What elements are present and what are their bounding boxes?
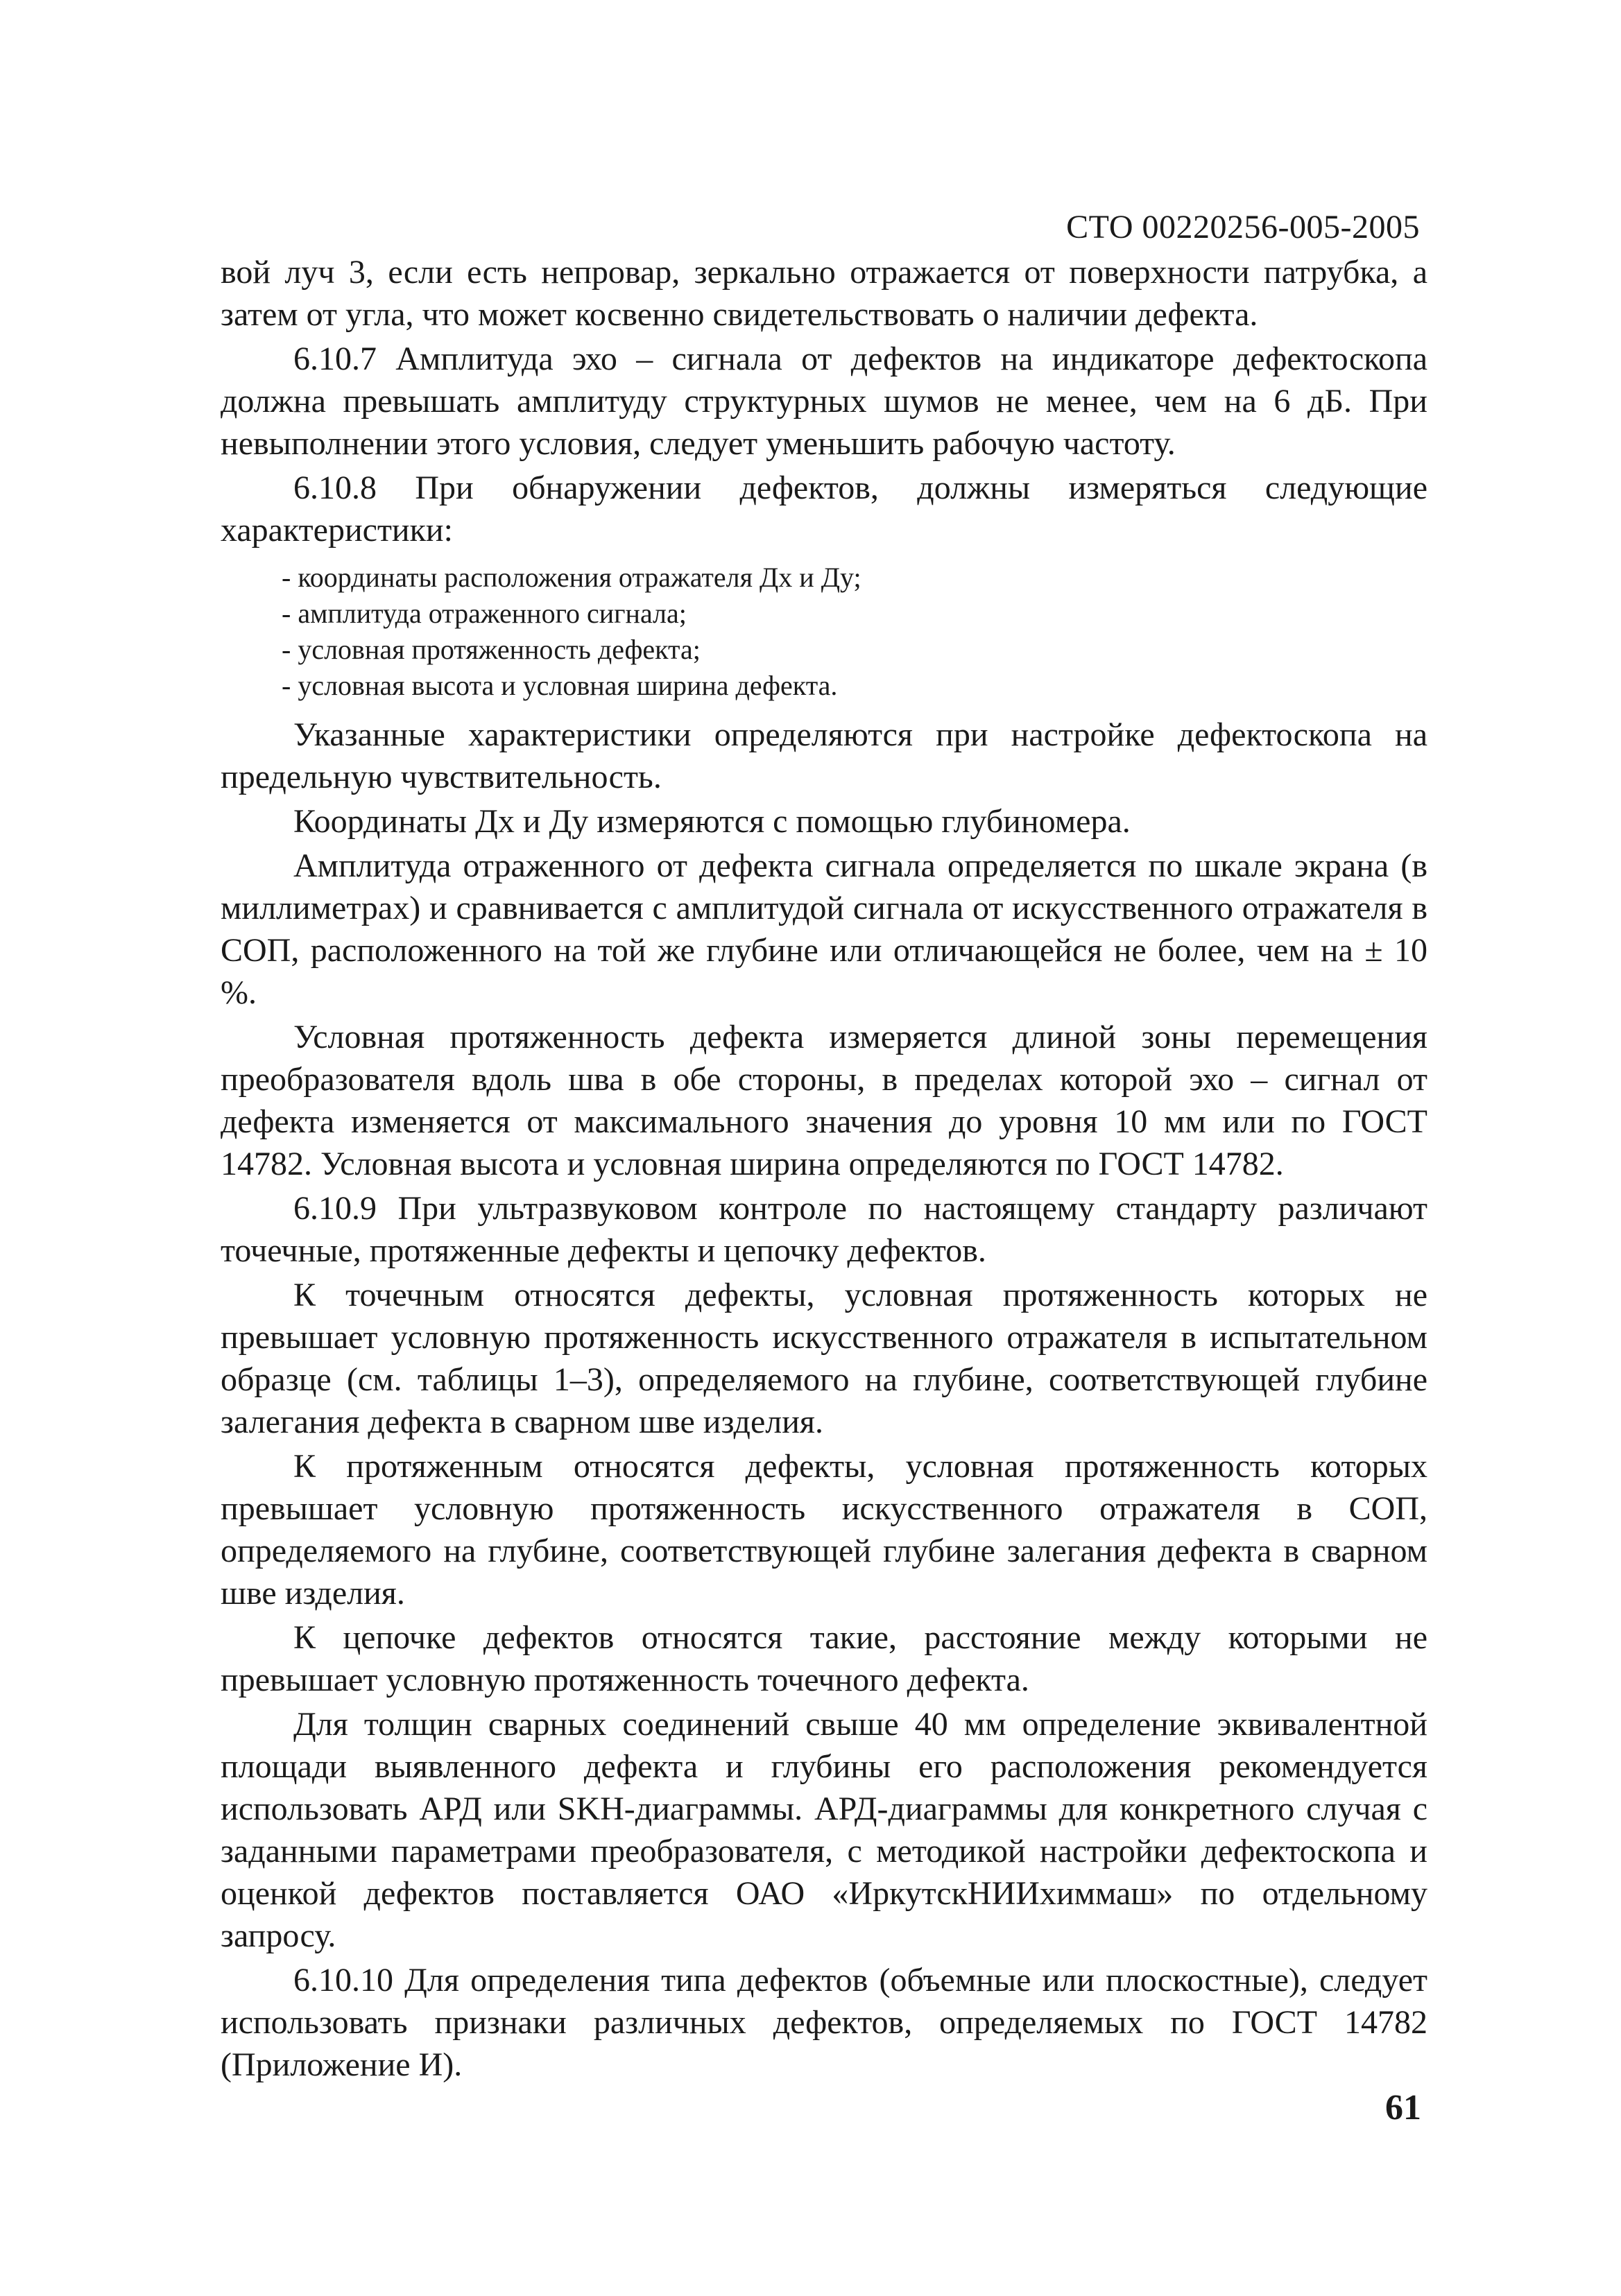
paragraph-6-10-9: 6.10.9 При ультразвуковом контроле по настоящему стандарту различают точечные, протяженные дефекты и цепочку дефектов. bbox=[221, 1190, 1427, 1269]
paragraph-length: Условная протяженность дефекта измеряется длиной зоны перемещения преобразователя вдоль шва в обе стороны, в пределах которой эхо – сигнал от дефекта изменяется от максимального значения до уровня 10 мм или по ГОСТ 14782. Условная высота и условная ширина определяются по ГОСТ 14782. bbox=[221, 1019, 1427, 1182]
body-text bbox=[221, 251, 1427, 2088]
paragraph-amplitude: Амплитуда отраженного от дефекта сигнала определяется по шкале экрана (в миллиметрах) и сравнивается с амплитудой сигнала от искусственного отражателя в СОП, расположенного на той же глубине или отличающейся не более, чем на ± 10 %. bbox=[221, 847, 1427, 1011]
paragraph-extended-defects: К протяженным относятся дефекты, условная протяженность которых превышает условную протяженность искусственного отражателя в СОП, определяемого на глубине, соответствующей глубине залегания дефекта в сварном шве изделия. bbox=[221, 1448, 1427, 1612]
paragraph-6-10-7: 6.10.7 Амплитуда эхо – сигнала от дефектов на индикаторе дефектоскопа должна превышать амплитуду структурных шумов не менее, чем на 6 дБ. При невыполнении этого условия, следует уменьшить рабочую частоту. bbox=[221, 340, 1427, 462]
paragraph-ard-diagrams: Для толщин сварных соединений свыше 40 мм определение эквивалентной площади выявленного дефекта и глубины его расположения рекомендуется использовать АРД или SKH-диаграммы. АРД-диаграммы для конкретного случая с заданными параметрами преобразователя, с методикой настройки дефектоскопа и оценкой дефектов поставляется ОАО «ИркутскНИИхиммаш» по отдельному запросу. bbox=[221, 1706, 1427, 1954]
paragraph-6-10-8: 6.10.8 При обнаружении дефектов, должны измеряться следующие характеристики: bbox=[221, 469, 1427, 549]
list-item: - условная протяженность дефекта; bbox=[282, 634, 701, 665]
paragraph-characteristics-setup: Указанные характеристики определяются при настройке дефектоскопа на предельную чувствительность. bbox=[221, 716, 1427, 795]
list-item: - амплитуда отраженного сигнала; bbox=[282, 598, 687, 629]
paragraph-6-10-10: 6.10.10 Для определения типа дефектов (объемные или плоскостные), следует использовать признаки различных дефектов, определяемых по ГОСТ 14782 (Приложение И). bbox=[221, 1962, 1427, 2083]
page-number: 61 bbox=[1385, 2088, 1421, 2127]
paragraph-coordinates: Координаты Дх и Ду измеряются с помощью глубиномера. bbox=[293, 803, 1131, 840]
paragraph-continuation: вой луч 3, если есть непровар, зеркально отражается от поверхности патрубка, а затем от угла, что может косвенно свидетельствовать о наличии дефекта. bbox=[221, 254, 1427, 333]
paragraph-point-defects: К точечным относятся дефекты, условная протяженность которых не превышает условную протяженность искусственного отражателя в испытательном образце (см. таблицы 1–3), определяемого на глубине, соответствующей глубине залегания дефекта в сварном шве изделия. bbox=[221, 1277, 1427, 1440]
characteristics-list bbox=[282, 560, 1427, 704]
list-item: - координаты расположения отражателя Дх и Ду; bbox=[282, 562, 861, 593]
document-code: СТО 00220256-005-2005 bbox=[1066, 209, 1420, 245]
paragraph-defect-chain: К цепочке дефектов относятся такие, расстояние между которыми не превышает условную протяженность точечного дефекта. bbox=[221, 1619, 1427, 1698]
list-item: - условная высота и условная ширина дефекта. bbox=[282, 670, 838, 701]
